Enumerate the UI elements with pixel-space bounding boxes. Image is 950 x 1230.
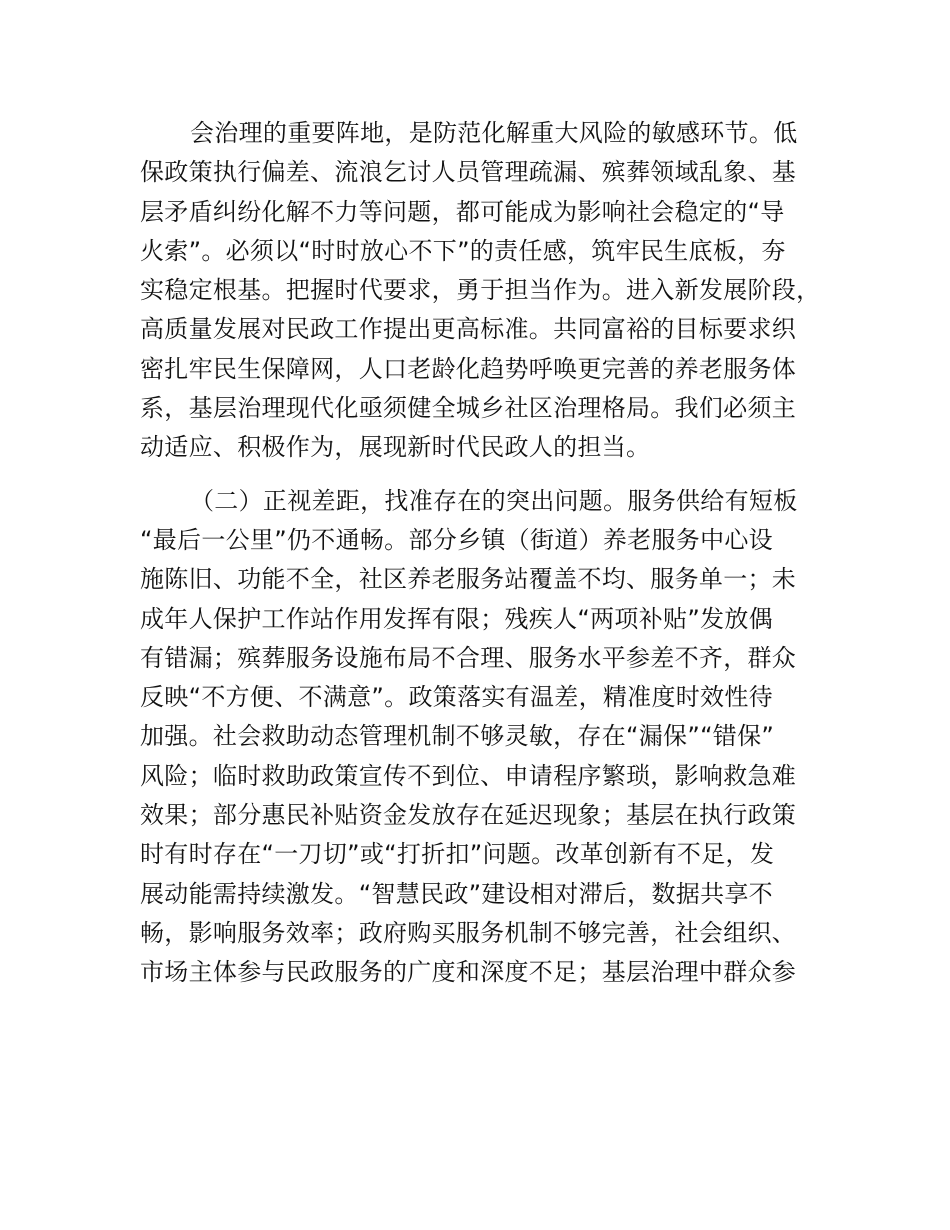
paragraph-line: 风险；临时救助政策宣传不到位、申请程序繁琐，影响救急难 <box>140 761 797 790</box>
paragraph-spacer <box>140 468 840 482</box>
paragraph-line: 展动能需持续激发。“智慧民政”建设相对滞后，数据共享不 <box>140 879 773 908</box>
paragraph-line: 动适应、积极作为，展现新时代民政人的担当。 <box>140 433 651 462</box>
paragraph-line: 效果；部分惠民补贴资金发放存在延迟现象；基层在执行政策 <box>140 801 797 830</box>
paragraph-line: 市场主体参与民政服务的广度和深度不足；基层治理中群众参 <box>140 958 797 987</box>
paragraph-line: 有错漏；殡葬服务设施布局不合理、服务水平参差不齐，群众 <box>140 643 797 672</box>
paragraph-line: （二）正视差距，找准存在的突出问题。服务供给有短板 <box>190 486 798 515</box>
paragraph-line: 时有时存在“一刀切”或“打折扣”问题。改革创新有不足，发 <box>140 840 775 869</box>
paragraph-line: 畅，影响服务效率；政府购买服务机制不够完善，社会组织、 <box>140 918 797 947</box>
paragraph-line: 系，基层治理现代化亟须健全城乡社区治理格局。我们必须主 <box>140 394 797 423</box>
paragraph-line: 成年人保护工作站作用发挥有限；残疾人“两项补贴”发放偶 <box>140 604 773 633</box>
paragraph-line: 保政策执行偏差、流浪乞讨人员管理疏漏、殡葬领域乱象、基 <box>140 158 797 187</box>
paragraph-line: 密扎牢民生保障网，人口老龄化趋势呼唤更完善的养老服务体 <box>140 354 797 383</box>
paragraph-line: 施陈旧、功能不全，社区养老服务站覆盖不均、服务单一；未 <box>140 565 797 594</box>
paragraph-line: 反映“不方便、不满意”。政策落实有温差，精准度时效性待 <box>140 683 773 712</box>
document-body <box>140 114 840 993</box>
paragraph-line: 高质量发展对民政工作提出更高标准。共同富裕的目标要求织 <box>140 315 797 344</box>
paragraph-line: 实稳定根基。把握时代要求，勇于担当作为。进入新发展阶段， <box>140 276 821 305</box>
paragraph-2 <box>140 482 840 993</box>
paragraph-line: “最后一公里”仍不通畅。部分乡镇（街道）养老服务中心设 <box>140 525 773 554</box>
paragraph-line: 会治理的重要阵地，是防范化解重大风险的敏感环节。低 <box>190 119 798 147</box>
paragraph-1 <box>140 114 840 468</box>
paragraph-line: 火索”。必须以“时时放心不下”的责任感，筑牢民生底板，夯 <box>140 236 786 265</box>
paragraph-line: 层矛盾纠纷化解不力等问题，都可能成为影响社会稳定的“导 <box>140 197 785 226</box>
paragraph-line: 加强。社会救助动态管理机制不够灵敏，存在“漏保”“错保” <box>140 722 775 751</box>
